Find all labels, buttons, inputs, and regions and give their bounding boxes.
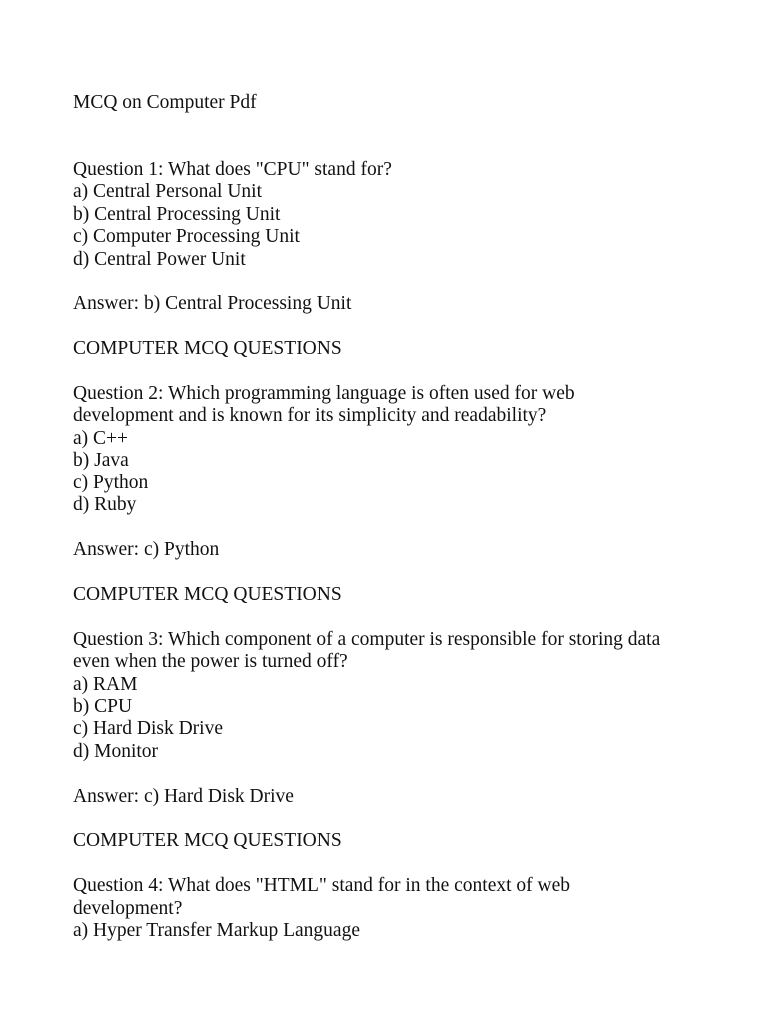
question-3-prompt-line-2: even when the power is turned off? [73,651,348,672]
question-3-option-a: a) RAM [73,674,138,695]
section-heading-1: COMPUTER MCQ QUESTIONS [73,338,342,359]
question-1-option-c: c) Computer Processing Unit [73,226,300,247]
question-3-answer: Answer: c) Hard Disk Drive [73,786,294,807]
question-3-option-d: d) Monitor [73,741,159,762]
question-4-option-a: a) Hyper Transfer Markup Language [73,920,360,941]
question-4-prompt-line-1: Question 4: What does "HTML" stand for in the context of web [73,875,571,896]
question-1-prompt-line-1: Question 1: What does "CPU" stand for? [73,159,392,180]
question-1-answer: Answer: b) Central Processing Unit [73,293,352,314]
question-1-option-d: d) Central Power Unit [73,249,246,270]
question-3-prompt-line-1: Question 3: Which component of a computer is responsible for storing data [73,629,661,650]
question-4-prompt-line-2: development? [73,898,183,919]
question-3-option-c: c) Hard Disk Drive [73,718,223,739]
question-1-option-b: b) Central Processing Unit [73,204,281,225]
question-2-option-a: a) C++ [73,428,129,449]
question-2-prompt-line-1: Question 2: Which programming language is often used for web [73,383,575,404]
section-heading-2: COMPUTER MCQ QUESTIONS [73,584,342,605]
document-title: MCQ on Computer Pdf [73,92,257,113]
section-heading-3: COMPUTER MCQ QUESTIONS [73,830,342,851]
question-3-option-b: b) CPU [73,696,133,717]
question-2-prompt-line-2: development and is known for its simplicity and readability? [73,405,547,426]
question-2-answer: Answer: c) Python [73,539,220,560]
question-1-option-a: a) Central Personal Unit [73,181,262,202]
question-2-option-c: c) Python [73,472,149,493]
question-2-option-b: b) Java [73,450,129,471]
question-2-option-d: d) Ruby [73,494,137,515]
